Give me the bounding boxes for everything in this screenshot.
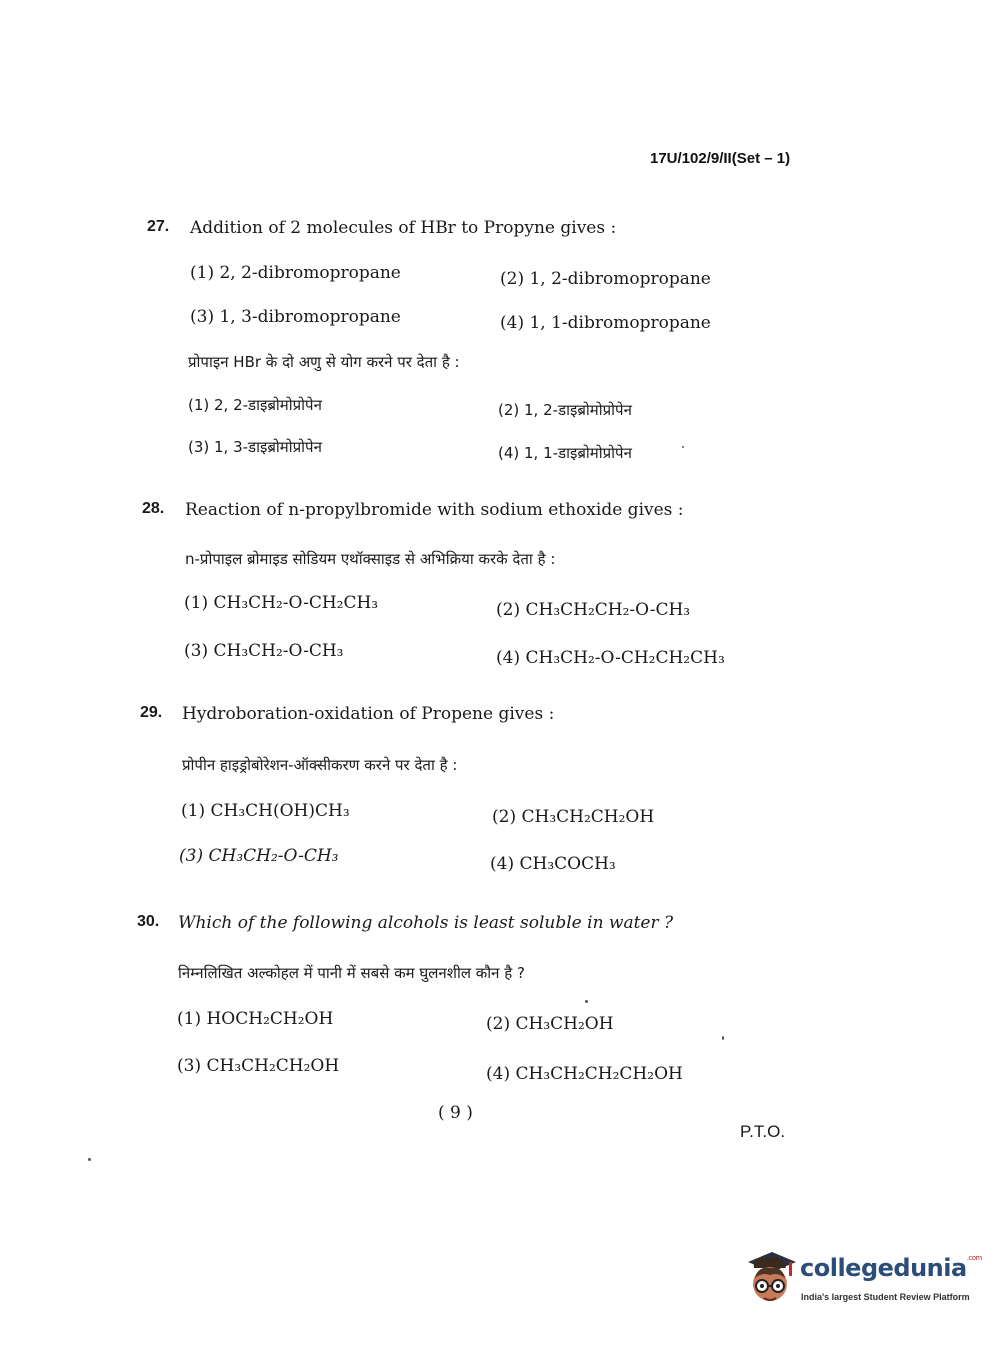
q29-option-3: (3) CH₃CH₂-O-CH₃	[179, 846, 339, 866]
question-30-number: 30.	[137, 913, 160, 930]
question-29-hindi: प्रोपीन हाइड्रोबोरेशन-ऑक्सीकरण करने पर देता है :	[182, 756, 458, 774]
q30-option-4: (4) CH₃CH₂CH₂CH₂OH	[486, 1064, 683, 1084]
logo-wordmark: collegedunia$^{.com}$	[800, 1254, 982, 1282]
question-28-text: Reaction of n-propylbromide with sodium ethoxide gives :	[185, 500, 684, 520]
mascot-icon	[742, 1248, 800, 1312]
question-28-hindi: n-प्रोपाइल ब्रोमाइड सोडियम एथॉक्साइड से अभिक्रिया करके देता है :	[185, 550, 556, 568]
scan-speck	[722, 1036, 724, 1040]
q27-option-4: (4) 1, 1-dibromopropane	[500, 313, 711, 333]
q30-option-2: (2) CH₃CH₂OH	[486, 1014, 614, 1034]
q27-option-1: (1) 2, 2-dibromopropane	[190, 263, 401, 283]
q30-option-1: (1) HOCH₂CH₂OH	[177, 1009, 334, 1029]
q27-hindi-option-2: (2) 1, 2-डाइब्रोमोप्रोपेन	[498, 401, 632, 419]
q28-option-1: (1) CH₃CH₂-O-CH₂CH₃	[184, 593, 379, 613]
q29-option-1: (1) CH₃CH(OH)CH₃	[181, 801, 350, 821]
q28-option-4: (4) CH₃CH₂-O-CH₂CH₂CH₃	[496, 648, 725, 668]
question-29-number: 29.	[140, 704, 163, 721]
q29-option-2: (2) CH₃CH₂CH₂OH	[492, 807, 655, 827]
scan-speck	[682, 446, 684, 448]
pto-label: P.T.O.	[740, 1122, 786, 1141]
question-29-text: Hydroboration-oxidation of Propene gives :	[182, 704, 555, 724]
collegedunia-logo	[742, 1248, 982, 1312]
q30-option-3: (3) CH₃CH₂CH₂OH	[177, 1056, 340, 1076]
question-27-number: 27.	[147, 218, 170, 235]
q28-option-2: (2) CH₃CH₂CH₂-O-CH₃	[496, 600, 691, 620]
q27-hindi-option-3: (3) 1, 3-डाइब्रोमोप्रोपेन	[188, 438, 322, 456]
question-30-hindi: निम्नलिखित अल्कोहल में पानी में सबसे कम घुलनशील कौन है ?	[178, 964, 525, 982]
q28-option-3: (3) CH₃CH₂-O-CH₃	[184, 641, 344, 661]
scan-speck	[585, 1000, 588, 1003]
scan-speck	[88, 1158, 91, 1161]
question-27-text: Addition of 2 molecules of HBr to Propyne gives :	[190, 218, 617, 238]
q27-hindi-option-1: (1) 2, 2-डाइब्रोमोप्रोपेन	[188, 396, 322, 414]
q27-option-2: (2) 1, 2-dibromopropane	[500, 269, 711, 289]
logo-tagline: India's largest Student Review Platform	[801, 1292, 970, 1302]
question-30-text: Which of the following alcohols is least soluble in water ?	[178, 913, 674, 933]
question-28-number: 28.	[142, 500, 165, 517]
page-number: ( 9 )	[438, 1103, 473, 1123]
q27-hindi-option-4: (4) 1, 1-डाइब्रोमोप्रोपेन	[498, 444, 632, 462]
q27-option-3: (3) 1, 3-dibromopropane	[190, 307, 401, 327]
q29-option-4: (4) CH₃COCH₃	[490, 854, 616, 874]
paper-code: 17U/102/9/II(Set – 1)	[650, 150, 791, 167]
question-27-hindi: प्रोपाइन HBr के दो अणु से योग करने पर देता है :	[188, 353, 460, 371]
